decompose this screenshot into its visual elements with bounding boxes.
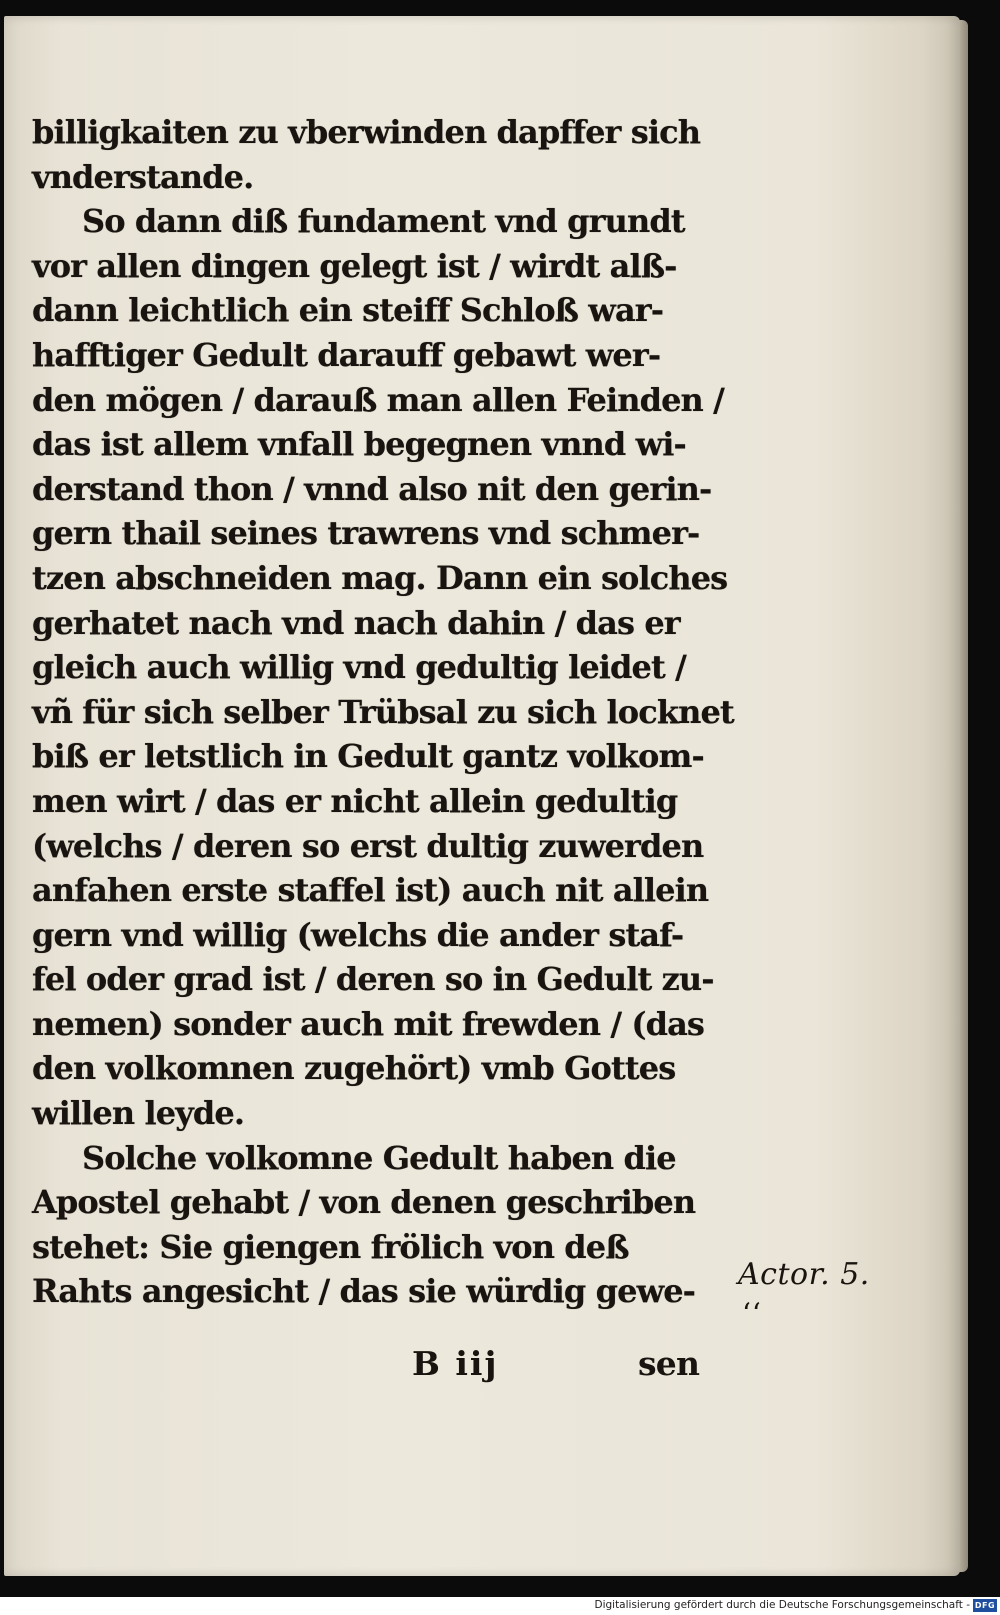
text-line: vor allen dingen gelegt ist / wirdt alß- — [32, 246, 677, 285]
text-line: gleich auch willig vnd gedultig leidet / — [32, 648, 686, 687]
text-line: biß er letstlich in Gedult gantz volkom- — [32, 737, 704, 776]
funding-credit: Digitalisierung gefördert durch die Deutsche Forschungsgemeinschaft - — [594, 1599, 970, 1611]
text-line: den mögen / darauß man allen Feinden / — [32, 380, 724, 419]
text-line: Rahts angesicht / das sie würdig gewe- — [32, 1272, 696, 1311]
text-line: den volkomnen zugehört) vmb Gottes — [32, 1049, 676, 1088]
dfg-logo: DFG — [974, 1601, 996, 1610]
text-line: Apostel gehabt / von denen geschriben — [32, 1183, 696, 1222]
text-line: men wirt / das er nicht allein gedultig — [32, 781, 678, 820]
text-line: vñ für sich selber Trübsal zu sich locknet — [32, 692, 734, 731]
text-line: willen leyde. — [32, 1094, 245, 1133]
text-line: gern vnd willig (welchs die ander staf- — [32, 915, 684, 954]
text-line: nemen) sonder auch mit frewden / (das — [32, 1004, 705, 1043]
signature-mark: B iij — [412, 1344, 499, 1383]
text-block — [32, 110, 732, 1314]
text-line: billigkaiten zu vberwinden dapffer sich — [32, 113, 701, 151]
margin-note: Actor. 5. — [738, 1257, 870, 1292]
text-line: derstand thon / vnnd also nit den gerin- — [32, 469, 712, 508]
text-line: gern thail seines trawrens vnd schmer- — [32, 514, 700, 553]
text-line: das ist allem vnfall begegnen vnnd wi- — [32, 425, 686, 464]
text-line: gerhatet nach vnd nach dahin / das er — [32, 603, 680, 642]
text-line: Solche volkomne Gedult haben die — [82, 1138, 676, 1177]
text-line: anfahen erste staffel ist) auch nit allein — [32, 871, 709, 910]
text-line: dann leichtlich ein steiff Schloß war- — [32, 291, 664, 330]
catchword: sen — [638, 1344, 700, 1383]
text-line: fel oder grad ist / deren so in Gedult zu- — [32, 960, 714, 999]
margin-quote-mark: ‘‘ — [742, 1297, 762, 1330]
text-line: So dann diß fundament vnd grundt — [82, 202, 685, 241]
text-line: tzen abschneiden mag. Dann ein solches — [32, 558, 728, 597]
text-line: vnderstande. — [32, 157, 254, 196]
text-line: stehet: Sie giengen frölich von deß — [32, 1227, 629, 1266]
text-line: (welchs / deren so erst dultig zuwerden — [32, 826, 704, 865]
text-line: hafftiger Gedult darauff gebawt wer- — [32, 335, 661, 374]
